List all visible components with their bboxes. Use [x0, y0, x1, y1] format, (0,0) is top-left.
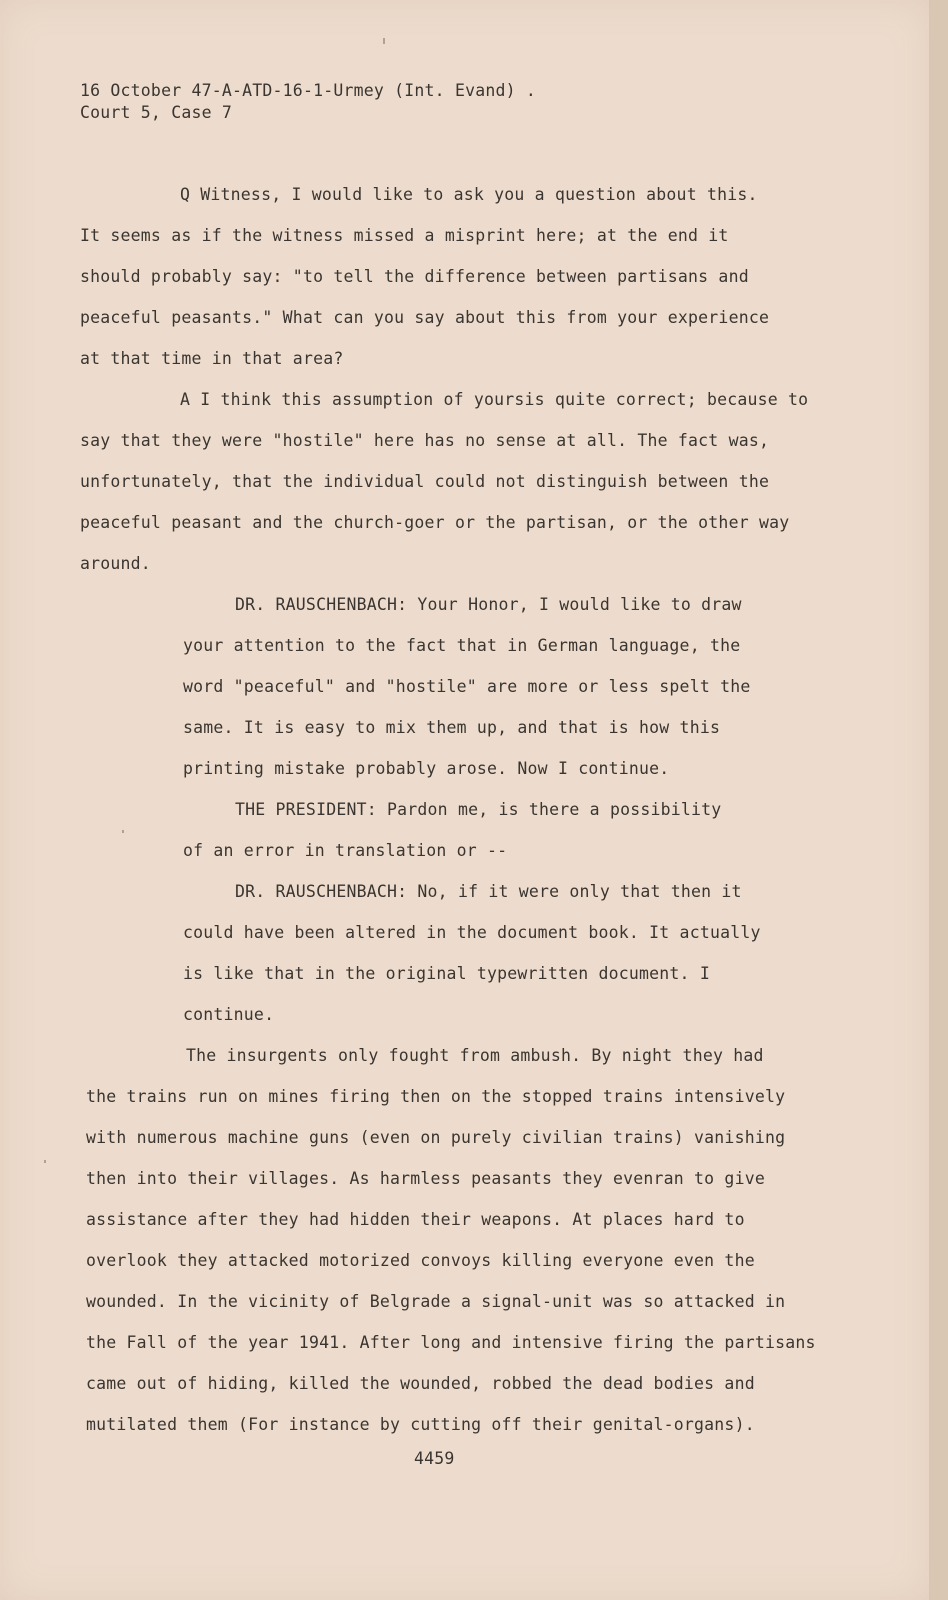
text-line: peaceful peasant and the church-goer or the partisan, or the other way — [80, 513, 790, 532]
paper-speck — [383, 38, 385, 44]
text-line: of an error in translation or -- — [183, 841, 508, 860]
text-line: peaceful peasants." What can you say about this from your experience — [80, 308, 770, 327]
text-line: around. — [80, 554, 151, 573]
text-line: same. It is easy to mix them up, and that is how this — [183, 718, 721, 737]
text-line: your attention to the fact that in German language, the — [183, 636, 741, 655]
text-line: THE PRESIDENT: Pardon me, is there a possibility — [235, 800, 722, 819]
page-number: 4459 — [414, 1449, 455, 1468]
text-line: mutilated them (For instance by cutting off their genital-organs). — [86, 1415, 755, 1434]
text-line: word "peaceful" and "hostile" are more or less spelt the — [183, 677, 751, 696]
text-line: The insurgents only fought from ambush. By night they had — [186, 1046, 764, 1065]
page-edge — [929, 0, 948, 1600]
paper-speck — [122, 830, 124, 833]
rauschenbach-statement-2 — [183, 871, 761, 1035]
text-line: the Fall of the year 1941. After long and intensive firing the partisans — [86, 1333, 816, 1352]
text-line: should probably say: "to tell the difference between partisans and — [80, 267, 749, 286]
answer-paragraph — [80, 379, 808, 584]
text-line: unfortunately, that the individual could not distinguish between the — [80, 472, 770, 491]
header-court-line: Court 5, Case 7 — [80, 103, 233, 122]
text-line: with numerous machine guns (even on purely civilian trains) vanishing — [86, 1128, 786, 1147]
text-line: DR. RAUSCHENBACH: No, if it were only that then it — [235, 882, 742, 901]
text-line: the trains run on mines firing then on the stopped trains intensively — [86, 1087, 786, 1106]
text-line: wounded. In the vicinity of Belgrade a signal-unit was so attacked in — [86, 1292, 786, 1311]
text-line: It seems as if the witness missed a misprint here; at the end it — [80, 226, 729, 245]
rauschenbach-statement-1 — [183, 584, 751, 789]
text-line: continue. — [183, 1005, 275, 1024]
paper-speck — [44, 1160, 46, 1163]
text-line: DR. RAUSCHENBACH: Your Honor, I would like to draw — [235, 595, 742, 614]
text-line: printing mistake probably arose. Now I continue. — [183, 759, 670, 778]
question-paragraph — [80, 174, 769, 379]
text-line: Q Witness, I would like to ask you a question about this. — [180, 185, 758, 204]
text-line: assistance after they had hidden their weapons. At places hard to — [86, 1210, 745, 1229]
text-line: overlook they attacked motorized convoys killing everyone even the — [86, 1251, 755, 1270]
text-line: is like that in the original typewritten document. I — [183, 964, 710, 983]
text-line: then into their villages. As harmless peasants they evenran to give — [86, 1169, 765, 1188]
text-line: A I think this assumption of yoursis quite correct; because to — [180, 390, 809, 409]
document-header — [80, 80, 536, 124]
text-line: say that they were "hostile" here has no sense at all. The fact was, — [80, 431, 770, 450]
text-line: at that time in that area? — [80, 349, 344, 368]
document-quote-paragraph — [86, 1035, 816, 1445]
president-statement — [183, 789, 721, 871]
text-line: could have been altered in the document book. It actually — [183, 923, 761, 942]
text-line: came out of hiding, killed the wounded, robbed the dead bodies and — [86, 1374, 755, 1393]
header-date-line: 16 October 47-A-ATD-16-1-Urmey (Int. Evand) . — [80, 81, 537, 100]
